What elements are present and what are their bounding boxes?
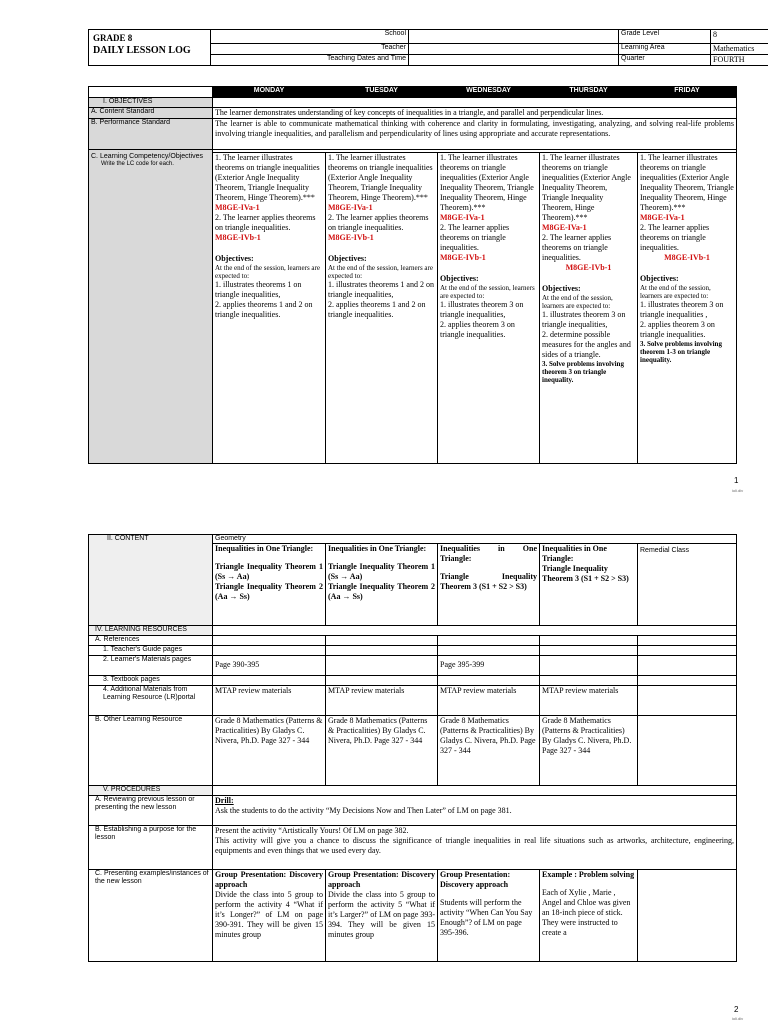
school-field[interactable] <box>409 30 619 44</box>
lc2-code: M8GE-IVb-1 <box>328 233 374 242</box>
content-title: Inequalities in One Triangle: <box>440 544 537 563</box>
proc-c-title: Example : Problem solving <box>542 870 635 879</box>
quarter-label: Quarter <box>619 55 711 66</box>
proc-b-content <box>213 826 737 870</box>
proc-c-wednesday <box>438 870 540 962</box>
grade-level-label: Grade Level <box>619 30 711 44</box>
lc1-text: 1. The learner illustrates theorems on triangle inequalities (Exterior Angle Inequality Theorem, Triangle Inequality Theorem, Hinge Theorem).*** <box>542 153 631 222</box>
learning-area-label: Learning Area <box>619 44 711 55</box>
obj-item: 2. applies theorems 1 and 2 on triangle inequalities. <box>328 300 426 319</box>
content-theorem: Triangle Inequality Theorem 2 (Aa → Ss) <box>328 582 435 601</box>
dates-field[interactable] <box>409 55 619 66</box>
proc-c-text: Each of Xylie , Marie , Angel and Chloe was given an 18-inch piece of stick. They were instructed to create a <box>542 888 631 937</box>
add-monday: MTAP review materials <box>213 686 326 716</box>
proc-c-title: Group Presentation: Discovery approach <box>215 870 323 889</box>
proc-c-text: Divide the class into 5 group to perform the activity 4 “What if it’s Longer?” of LM on page 390-391. They will be given 15 minutes group <box>215 890 323 939</box>
content-standard-label: A. Content Standard <box>89 108 213 119</box>
proc-a-content <box>213 796 737 826</box>
other-monday: Grade 8 Mathematics (Patterns & Practicalities) By Gladys C. Nivera, Ph.D. Page 327 - 344 <box>213 716 326 786</box>
drill-label: Drill: <box>215 796 234 805</box>
proc-c-title: Group Presentation: Discovery approach <box>328 870 435 889</box>
competency-label: C. Learning Competency/Objectives <box>91 152 204 160</box>
obj-item: 1. illustrates theorems 1 on triangle inequalities, <box>215 280 302 299</box>
lc1-code: M8GE-IVa-1 <box>215 203 260 212</box>
add-thursday: MTAP review materials <box>540 686 638 716</box>
proc-a-label: A. Reviewing previous lesson or presenting the new lesson <box>89 796 213 826</box>
obj-item: 1. illustrates theorems 1 and 2 on triangle inequalities, <box>328 280 434 299</box>
page-footer-2: ioli.div <box>732 1016 744 1021</box>
proc-c-label: C. Presenting examples/instances of the new lesson <box>89 870 213 962</box>
other-thursday: Grade 8 Mathematics (Patterns & Practicalities) By Gladys C. Nivera, Ph.D. Page 327 - 344 <box>540 716 638 786</box>
obj-title: Objectives: <box>542 284 581 293</box>
competency-sub: Write the LC code for each. <box>101 160 174 167</box>
lc1-text: 1. The learner illustrates theorems on triangle inequalities (Exterior Angle Inequality Theorem, Triangle Inequality Theorem, Hinge Theorem).*** <box>440 153 534 212</box>
obj-title: Objectives: <box>328 254 367 263</box>
school-label: School <box>211 30 409 44</box>
proc-c-tuesday <box>326 870 438 962</box>
content-standard-text: The learner demonstrates understanding of key concepts of inequalities in a triangle, and parallel and perpendicular lines. <box>213 108 737 119</box>
lc-monday <box>213 153 326 464</box>
content-theorem: Triangle Inequality Theorem 1 (Ss → Aa) <box>328 562 435 581</box>
obj-intro: At the end of the session, learners are expected to: <box>640 284 711 300</box>
day-header-thursday: THURSDAY <box>540 87 638 98</box>
log-title: DAILY LESSON LOG <box>93 45 191 56</box>
lc1-code: M8GE-IVa-1 <box>542 223 587 232</box>
content-section-label: II. CONTENT <box>89 535 213 626</box>
page-footer-1: ioli.div <box>732 488 744 493</box>
obj-intro: At the end of the session, learners are expected to: <box>440 284 535 300</box>
obj-item: 2. applies theorem 3 on triangle inequalities. <box>640 320 715 339</box>
lc2-text: 2. The learner applies theorems on triangle inequalities. <box>640 223 710 252</box>
references-label: A. References <box>89 636 213 646</box>
content-monday <box>213 544 326 626</box>
lc-friday <box>638 153 737 464</box>
obj-item: 1. illustrates theorem 3 on triangle inequalities , <box>640 300 724 319</box>
proc-b-label: B. Establishing a purpose for the lesson <box>89 826 213 870</box>
proc-c-text: Divide the class into 5 group to perform the activity 5 “What if it’s Larger?” of LM on page 393-394. They will be given 15 minutes group <box>328 890 435 939</box>
grade-label: GRADE 8 <box>93 33 133 43</box>
obj-item: 1. illustrates theorem 3 on triangle inequalities, <box>542 310 626 329</box>
day-header-friday: FRIDAY <box>638 87 737 98</box>
lc1-code: M8GE-IVa-1 <box>328 203 373 212</box>
obj-intro: At the end of the session, learners are expected to: <box>542 294 613 310</box>
lm-wednesday: Page 395-399 <box>438 656 540 676</box>
add-tuesday: MTAP review materials <box>326 686 438 716</box>
lm-label: 2. Learner's Materials pages <box>89 656 213 676</box>
lc-wednesday <box>438 153 540 464</box>
content-title: Inequalities in One Triangle: <box>215 544 314 553</box>
lc2-code: M8GE-IVb-1 <box>565 263 612 272</box>
obj-intro: At the end of the session, learners are expected to: <box>215 264 320 280</box>
obj-title: Objectives: <box>640 274 679 283</box>
objectives-section-label: I. OBJECTIVES <box>89 98 213 108</box>
other-resource-label: B. Other Learning Resource <box>89 716 213 786</box>
obj-item: 3. Solve problems involving theorem 1-3 on triangle inequality. <box>640 340 722 364</box>
page-number-1: 1 <box>734 476 739 485</box>
proc-c-text: Students will perform the activity “When Can You Say Enough”? of LM on page 395-396. <box>440 898 533 937</box>
obj-item: 1. illustrates theorem 3 on triangle inequalities, <box>440 300 524 319</box>
page-gap <box>0 500 768 530</box>
teacher-label: Teacher <box>211 44 409 55</box>
content-theorem: Triangle Inequality Theorem 2 (Aa → Ss) <box>215 582 323 601</box>
lc1-code: M8GE-IVa-1 <box>640 213 685 222</box>
other-tuesday: Grade 8 Mathematics (Patterns & Practicalities) By Gladys C. Nivera, Ph.D. Page 327 - 344 <box>326 716 438 786</box>
performance-standard-text: The learner is able to communicate mathematical thinking with coherence and clarity in formulating, investigating, analyzing, and solving real-life problems involving triangle inequalities, and parallelism and perpendicularity of lines using appropriate and accurate representations. <box>213 119 737 150</box>
obj-title: Objectives: <box>215 254 254 263</box>
lc1-text: 1. The learner illustrates theorems on triangle inequalities (Exterior Angle Inequality Theorem, Triangle Inequality Theorem, Hinge Theorem).*** <box>640 153 734 212</box>
proc-c-thursday <box>540 870 638 962</box>
proc-c-monday <box>213 870 326 962</box>
obj-item: 2. applies theorems 1 and 2 on triangle inequalities. <box>215 300 313 319</box>
content-table <box>88 534 737 962</box>
page-number-2: 2 <box>734 1005 739 1014</box>
obj-item: 2. determine possible measures for the angles and sides of a triangle. <box>542 330 631 359</box>
lc2-text: 2. The learner applies theorems on triangle inequalities. <box>440 223 510 252</box>
lc2-code: M8GE-IVb-1 <box>664 253 710 262</box>
lc2-text: 2. The learner applies theorems on triangle inequalities. <box>215 213 316 232</box>
lc-thursday <box>540 153 638 464</box>
lc-tuesday <box>326 153 438 464</box>
proc-c-title: Group Presentation: Discovery approach <box>440 870 511 889</box>
lc2-code: M8GE-IVb-1 <box>440 253 486 262</box>
header-table <box>88 29 768 66</box>
lm-monday: Page 390-395 <box>213 656 326 676</box>
lc1-code: M8GE-IVa-1 <box>440 213 485 222</box>
content-theorem: Triangle Inequality Theorem 3 (S1 + S2 > S3) <box>440 572 537 591</box>
lc2-text: 2. The learner applies theorems on triangle inequalities. <box>328 213 429 232</box>
day-header-monday: MONDAY <box>213 87 326 98</box>
content-tuesday <box>326 544 438 626</box>
grade-level-value: 8 <box>711 30 768 44</box>
obj-item: 3. Solve problems involving theorem 3 on triangle inequality. <box>542 360 624 384</box>
obj-intro: At the end of the session, learners are expected to: <box>328 264 433 280</box>
lc1-text: 1. The learner illustrates theorems on triangle inequalities (Exterior Angle Inequality Theorem, Triangle Inequality Theorem, Hinge Theorem).*** <box>328 153 433 202</box>
purpose-line: Present the activity “Artistically Yours! Of LM on page 382. <box>215 826 409 835</box>
purpose-text: This activity will give you a chance to discuss the significance of triangle inequalities in real life situations such as artworks, architecture, engineering, equipments and even things that we used every day. <box>215 836 735 855</box>
content-theorem: Triangle Inequality Theorem 1 (Ss → Aa) <box>215 562 323 581</box>
other-wednesday: Grade 8 Mathematics (Patterns & Practicalities) By Gladys C. Nivera, Ph.D. Page 327 - 344 <box>438 716 540 786</box>
obj-title: Objectives: <box>440 274 479 283</box>
content-title: Inequalities in One Triangle: <box>328 544 427 553</box>
textbook-label: 3. Textbook pages <box>89 676 213 686</box>
content-topic: Geometry <box>213 535 737 544</box>
content-wednesday <box>438 544 540 626</box>
drill-text: Ask the students to do the activity “My Decisions Now and Then Later” of LM on page 381. <box>215 806 512 815</box>
quarter-value: FOURTH <box>711 55 768 66</box>
content-thursday <box>540 544 638 626</box>
additional-materials-label: 4. Additional Materials from Learning Resource (LR)portal <box>89 686 213 716</box>
content-friday: Remedial Class <box>638 544 737 626</box>
learning-area-value: Mathematics <box>711 44 768 55</box>
content-title: Inequalities in One Triangle: <box>542 544 607 563</box>
lc1-text: 1. The learner illustrates theorems on triangle inequalities (Exterior Angle Inequality Theorem, Triangle Inequality Theorem, Hinge Theorem).*** <box>215 153 320 202</box>
obj-item: 2. applies theorem 3 on triangle inequalities. <box>440 320 515 339</box>
lc2-text: 2. The learner applies theorems on triangle inequalities. <box>542 233 612 262</box>
lc2-code: M8GE-IVb-1 <box>215 233 261 242</box>
content-theorem: Triangle Inequality Theorem 3 (S1 + S2 > S3) <box>542 564 629 583</box>
teacher-field[interactable] <box>409 44 619 55</box>
add-wednesday: MTAP review materials <box>438 686 540 716</box>
day-header-tuesday: TUESDAY <box>326 87 438 98</box>
day-header-wednesday: WEDNESDAY <box>438 87 540 98</box>
performance-standard-label: B. Performance Standard <box>89 119 213 150</box>
tg-label: 1. Teacher's Guide pages <box>89 646 213 656</box>
objectives-table <box>88 86 737 464</box>
procedures-section-label: V. PROCEDURES <box>89 786 213 796</box>
resources-section-label: IV. LEARNING RESOURCES <box>89 626 213 636</box>
dates-label: Teaching Dates and Time <box>211 55 409 66</box>
